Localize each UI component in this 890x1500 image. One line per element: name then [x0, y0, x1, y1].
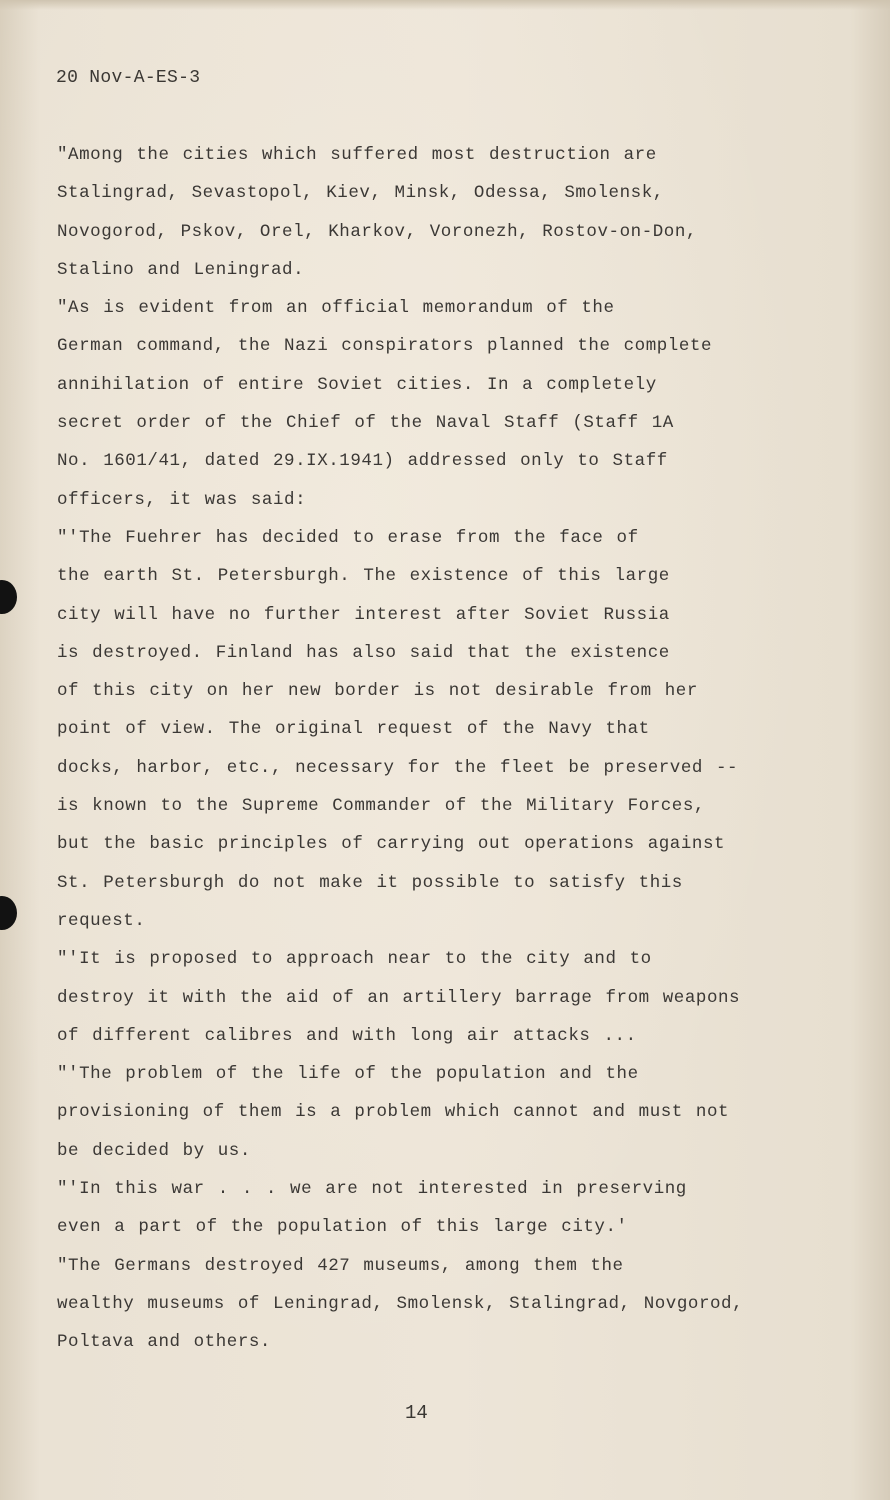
text-line: secret order of the Chief of the Naval Staff (Staff 1A	[57, 413, 674, 434]
text-line: Novogorod, Pskov, Orel, Kharkov, Voronezh, Rostov-on-Don,	[57, 221, 697, 242]
text-line: of this city on her new border is not desirable from her	[57, 681, 698, 702]
text-line: destroy it with the aid of an artillery barrage from weapons	[57, 987, 741, 1008]
text-line: "As is evident from an official memorandum of the	[57, 298, 615, 319]
text-line: Stalingrad, Sevastopol, Kiev, Minsk, Odessa, Smolensk,	[57, 183, 664, 204]
page-edge-shadow	[0, 0, 890, 10]
text-line: provisioning of them is a problem which cannot and must not	[57, 1102, 730, 1123]
text-line: city will have no further interest after Soviet Russia	[57, 604, 670, 625]
text-line: Poltava and others.	[57, 1332, 271, 1353]
punch-hole-top	[0, 580, 17, 614]
text-line: but the basic principles of carrying out operations against	[57, 834, 726, 855]
text-line: "The Germans destroyed 427 museums, among them the	[57, 1255, 624, 1276]
text-line: wealthy museums of Leningrad, Smolensk, Stalingrad, Novgorod,	[57, 1293, 744, 1314]
text-line: "'It is proposed to approach near to the city and to	[57, 949, 652, 970]
document-reference: 20 Nov-A-ES-3	[56, 68, 201, 88]
text-line: even a part of the population of this large city.'	[57, 1217, 628, 1238]
text-line: "'The Fuehrer has decided to erase from the face of	[57, 527, 639, 548]
text-line: the earth St. Petersburgh. The existence of this large	[57, 566, 670, 587]
text-line: No. 1601/41, dated 29.IX.1941) addressed only to Staff	[57, 451, 668, 472]
text-line: "Among the cities which suffered most destruction are	[57, 145, 657, 165]
text-line: "'In this war . . . we are not interested in preserving	[57, 1179, 687, 1200]
text-line: St. Petersburgh do not make it possible to satisfy this	[57, 872, 683, 893]
text-line: "'The problem of the life of the population and the	[57, 1064, 639, 1085]
page-number: 14	[405, 1402, 428, 1424]
text-line: request.	[57, 910, 146, 931]
document-body	[57, 140, 787, 1366]
text-line: German command, the Nazi conspirators planned the complete	[57, 336, 712, 357]
text-line: is destroyed. Finland has also said that the existence	[57, 642, 670, 663]
text-line: of different calibres and with long air attacks ...	[57, 1025, 637, 1046]
text-line: point of view. The original request of the Navy that	[57, 719, 650, 740]
text-line: be decided by us.	[57, 1140, 251, 1161]
punch-hole-bottom	[0, 896, 17, 930]
text-line: annihilation of entire Soviet cities. In a completely	[57, 374, 657, 395]
text-line: is known to the Supreme Commander of the Military Forces,	[57, 796, 705, 817]
text-line: Stalino and Leningrad.	[57, 259, 305, 280]
text-line: docks, harbor, etc., necessary for the fleet be preserved --	[57, 757, 739, 778]
text-line: officers, it was said:	[57, 489, 307, 510]
